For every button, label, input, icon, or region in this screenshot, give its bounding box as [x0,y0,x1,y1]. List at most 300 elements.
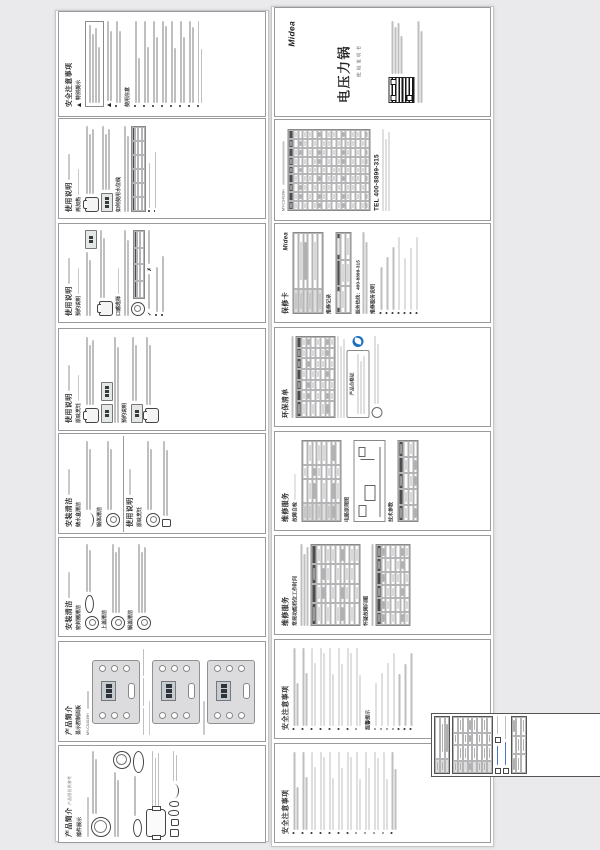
table-cell [317,192,322,201]
text-line [404,664,406,727]
table-cell [365,166,370,175]
table-cell [390,585,395,598]
bullet-text [336,752,343,830]
table-cell [345,233,350,260]
table-cell [408,505,413,521]
table-cell [315,369,320,380]
text-line [377,344,379,404]
table-cell [302,503,307,521]
cover-subtitle: 使用说明书 [356,44,361,77]
table-cell [398,505,403,521]
table-cell [288,174,293,183]
table-cell [413,473,418,489]
bullet-icon [197,105,199,107]
colophon-header [434,716,450,774]
text-line [347,752,349,830]
inner-pot-figure [133,751,144,773]
table-cell [302,465,307,479]
table-cell [310,348,315,359]
section-heading: 显示控制面板 [76,704,82,735]
table-cell [330,545,335,564]
table-cell [335,503,340,521]
bullet-icon [188,105,190,107]
bullet-item [301,648,308,730]
seal-ring-figure [85,616,99,630]
service-hotline: 服务热线：400-8899-315 [356,260,362,314]
table-cell [336,139,341,148]
table-cell [330,603,335,625]
section-heading: 储水盒清洁 [76,501,82,527]
table-cell [390,545,395,558]
bullet-item [381,752,388,834]
table-cell [301,358,306,369]
section-heading: 锅盖清洁 [128,609,134,630]
panel-usage-1 [58,118,266,219]
manual-page [277,435,488,527]
bullet-text [345,752,352,830]
panel-repair-1 [274,431,491,531]
text-line [89,345,91,405]
bullet-item [155,230,159,316]
section-heading: 预约说明 [121,402,128,423]
bullet-icon [373,832,375,834]
bullet-icon [386,728,388,730]
table-cell [142,155,145,169]
table-cell [395,558,400,571]
table-cell [321,503,326,521]
rohs-table [295,336,335,418]
table-cell [307,233,312,289]
table-cell [312,139,317,148]
qr-code [388,77,414,103]
table-cell [341,174,346,183]
section-heading: 故障自检 [292,440,299,522]
text-line [103,238,105,298]
bullet-icon [292,832,294,834]
lid-figure [137,616,151,630]
table-cell [413,489,418,505]
bullet-item [345,752,352,834]
table-cell [140,231,143,248]
text-line [127,136,129,212]
table-cell [381,598,386,611]
cooker-body-figure [146,809,166,837]
bullet-list [292,648,362,730]
text-line [420,31,422,103]
midea-logo: Midea [286,21,296,47]
table-cell [302,166,307,175]
table-cell [400,558,405,571]
text-line [105,133,107,189]
text-line [393,653,395,727]
table-cell [404,612,409,625]
lcd-display-figure [101,404,113,423]
lcd-display-figure [101,193,113,212]
bullet-item [409,648,413,730]
bullet-text [379,232,383,310]
bullet-icon [392,728,394,730]
text-line [117,780,119,837]
table-cell [315,337,320,348]
table-cell [340,545,345,564]
table-cell [340,584,345,603]
manual-page [277,124,488,216]
table-cell [325,337,330,348]
bullet-text [161,230,165,312]
text-line [338,648,340,726]
text-line [86,126,88,194]
text-line [416,237,418,310]
cooker-figure [99,301,113,316]
bullet-item [385,648,389,730]
table-cell [345,139,350,148]
table-cell [355,148,360,157]
table-cell [395,612,400,625]
table-cell [413,505,418,521]
table-cell [360,174,365,183]
table-cell [316,564,321,583]
table-cell [355,183,360,192]
colophon-footer [511,716,527,774]
text-line [138,58,140,103]
table-cell [325,348,330,359]
table-cell [321,183,326,192]
text-line [162,21,164,103]
bullet-item [354,648,361,730]
text-line [357,354,359,414]
bullet-text [318,648,325,726]
text-line [107,441,109,510]
table-cell [310,401,315,417]
bullet-text [373,648,377,726]
table-cell [376,612,381,625]
warranty-fields-table [292,232,323,314]
table-cell [325,390,330,401]
text-line [198,21,200,103]
bullet-text [310,648,317,726]
lcd-display-figure [131,404,143,423]
table-cell [360,148,365,157]
table-cell [315,401,320,417]
section-heading: 电路原理图 [344,496,351,522]
text-line [323,653,325,727]
section-heading: 如何使用水位线 [116,176,122,212]
bullet-icon [385,312,387,314]
table-cell [302,148,307,157]
text-line [387,663,389,726]
table-cell [321,130,326,139]
text-line [391,752,393,830]
text-line [404,258,406,310]
text-line [385,139,387,211]
service-tel: TEL 400-8899-315 [373,154,381,211]
text-line [146,337,148,405]
panel-eco-list [274,327,491,427]
table-cell [320,369,325,380]
bullet-icon [382,832,384,834]
table-cell [341,201,346,210]
table-cell [331,157,336,166]
text-line [338,752,340,830]
table-cell [312,130,317,139]
bullet-icon [355,832,357,834]
bullet-text [310,752,317,830]
bullet-text [391,648,395,726]
text-line [311,752,313,830]
table-cell [317,157,322,166]
table-cell [321,148,326,157]
table-cell [349,564,354,583]
table-cell [307,157,312,166]
table-cell [336,233,341,260]
table-cell [312,183,317,192]
bullet-text [318,752,325,830]
table-cell [335,603,340,625]
bullet-text [155,230,159,312]
bullet-item [161,230,165,316]
text-line [165,26,167,103]
table-cell [312,201,317,210]
table-cell [381,572,386,585]
table-cell [321,564,326,583]
table-cell [395,545,400,558]
table-cell [331,130,336,139]
bullet-icon [319,832,321,834]
text-line [329,752,331,830]
table-cell [400,585,405,598]
bullet-item [318,648,325,730]
text-line [305,777,307,830]
taste-table [133,230,145,299]
cross-icon: ✗ [146,267,153,272]
text-line [201,49,203,103]
bullet-text [414,232,418,310]
table-cell [350,201,355,210]
table-cell [487,745,492,761]
bullet-icon [161,105,163,107]
table-cell [293,139,298,148]
text-line [314,663,316,726]
text-line [89,25,91,103]
bullet-item [402,232,406,314]
table-cell [331,192,336,201]
table-cell [365,157,370,166]
certificate-box [346,350,368,418]
table-cell [320,390,325,401]
table-cell [341,166,346,175]
panel-cover [274,7,491,117]
table-cell [296,380,301,391]
manual-page [277,331,488,423]
table-cell [325,545,330,564]
table-cell [293,174,298,183]
bullet-text [327,752,334,830]
water-level-table [131,126,146,212]
bullet-list [134,21,204,107]
section-heading: 技术参数 [388,501,395,522]
text-line [311,648,313,726]
table-cell [408,441,413,457]
seal-ring-figure [85,595,94,613]
eco-cert-logo [352,336,363,347]
panel-warranty-card [274,223,491,323]
table-cell [350,183,355,192]
table-cell [355,192,360,201]
table-cell [521,754,526,773]
hose-figure [85,513,94,527]
table-cell [293,192,298,201]
table-cell [306,380,311,391]
section-heading: 原味烹饪 [76,337,83,423]
table-cell [408,489,413,505]
text-line [102,126,104,190]
text-line [306,547,308,626]
working-time-table [310,544,360,626]
text-line [138,544,140,613]
self-check-table [301,440,341,522]
bullet-item [327,752,334,834]
table-cell [385,558,390,571]
text-line [148,275,150,309]
text-line [156,267,158,312]
table-cell [335,479,340,503]
bullet-item [336,648,343,730]
table-cell [312,465,317,479]
panel-usage-2 [58,223,266,323]
page-title: 安全注意事项 [66,62,73,107]
table-cell [385,545,390,558]
table-cell [390,558,395,571]
bullet-item [414,232,418,314]
pot-figure [131,302,145,316]
text-line [147,47,149,103]
text-line [92,34,94,103]
table-cell [142,183,145,197]
checkbox-icon [495,768,501,774]
page-title: 产品简介 产品图仅供参考 [66,775,73,837]
text-line [110,31,112,101]
bullet-text [397,648,401,726]
table-cell [288,166,293,175]
table-cell [316,441,321,465]
control-panel-diagram [92,660,140,724]
table-cell [293,183,298,192]
bullet-text [390,752,397,830]
table-cell [445,759,450,773]
table-cell [303,233,308,289]
table-cell [360,183,365,192]
bullet-text [363,752,370,830]
manual-page [61,436,263,532]
table-cell [403,489,408,505]
table-cell [307,192,312,201]
text-line [314,767,316,830]
table-cell [355,139,360,148]
text-line [377,758,379,830]
cover-title: 电压力锅 [336,44,351,103]
table-cell [307,148,312,157]
text-line [112,544,114,613]
bullet-icon [115,105,117,107]
table-cell [315,390,320,401]
text-line [400,36,402,74]
table-cell [355,130,360,139]
table-cell [326,174,331,183]
text-line [293,648,295,726]
table-cell [306,337,311,348]
table-cell [317,130,322,139]
table-cell [398,473,403,489]
table-cell [321,192,326,201]
bullet-text [354,648,361,726]
table-cell [288,148,293,157]
table-cell [321,166,326,175]
bullet-item [354,752,361,834]
bullet-text [379,648,383,726]
text-line [149,345,151,405]
table-cell [408,473,413,489]
table-cell [341,192,346,201]
check-icon: ✓ [146,311,153,316]
repair-record-table [335,232,351,314]
table-cell [331,139,336,148]
bullet-text [385,648,389,726]
table-cell [336,286,341,313]
table-cell [403,505,408,521]
page-title: 使用说明 [126,441,135,527]
table-cell [317,148,322,157]
section-heading: 口感选择 [116,230,123,316]
table-cell [445,717,450,759]
table-cell [293,201,298,210]
text-line [410,248,412,311]
table-cell [376,558,381,571]
table-cell [326,157,331,166]
table-cell [350,148,355,157]
measuring-cup-figure [170,829,179,837]
text-line [323,757,325,831]
checkbox-icon [495,738,501,744]
text-line [388,132,390,211]
table-cell [303,289,308,313]
manual-page [61,16,263,112]
lid-figure [91,817,111,837]
panel-product-intro-2 [58,745,266,843]
table-cell [385,612,390,625]
bullet-text [385,232,389,310]
table-cell [354,584,359,603]
table-cell [329,401,334,417]
table-cell [385,572,390,585]
bullet-text [403,648,407,726]
table-cell [302,192,307,201]
table-cell [310,390,315,401]
table-cell [487,761,492,773]
text-line [92,339,94,404]
panel-product-intro-1 [58,641,266,742]
table-cell [330,564,335,583]
table-cell [288,130,293,139]
text-line [173,751,175,781]
text-line [100,230,102,298]
soup-spoon-figure [168,810,179,816]
bullet-text [170,21,177,103]
table-cell [317,174,322,183]
bullet-item [188,21,195,107]
bullet-icon [346,832,348,834]
text-line [134,776,136,816]
table-cell [306,369,311,380]
